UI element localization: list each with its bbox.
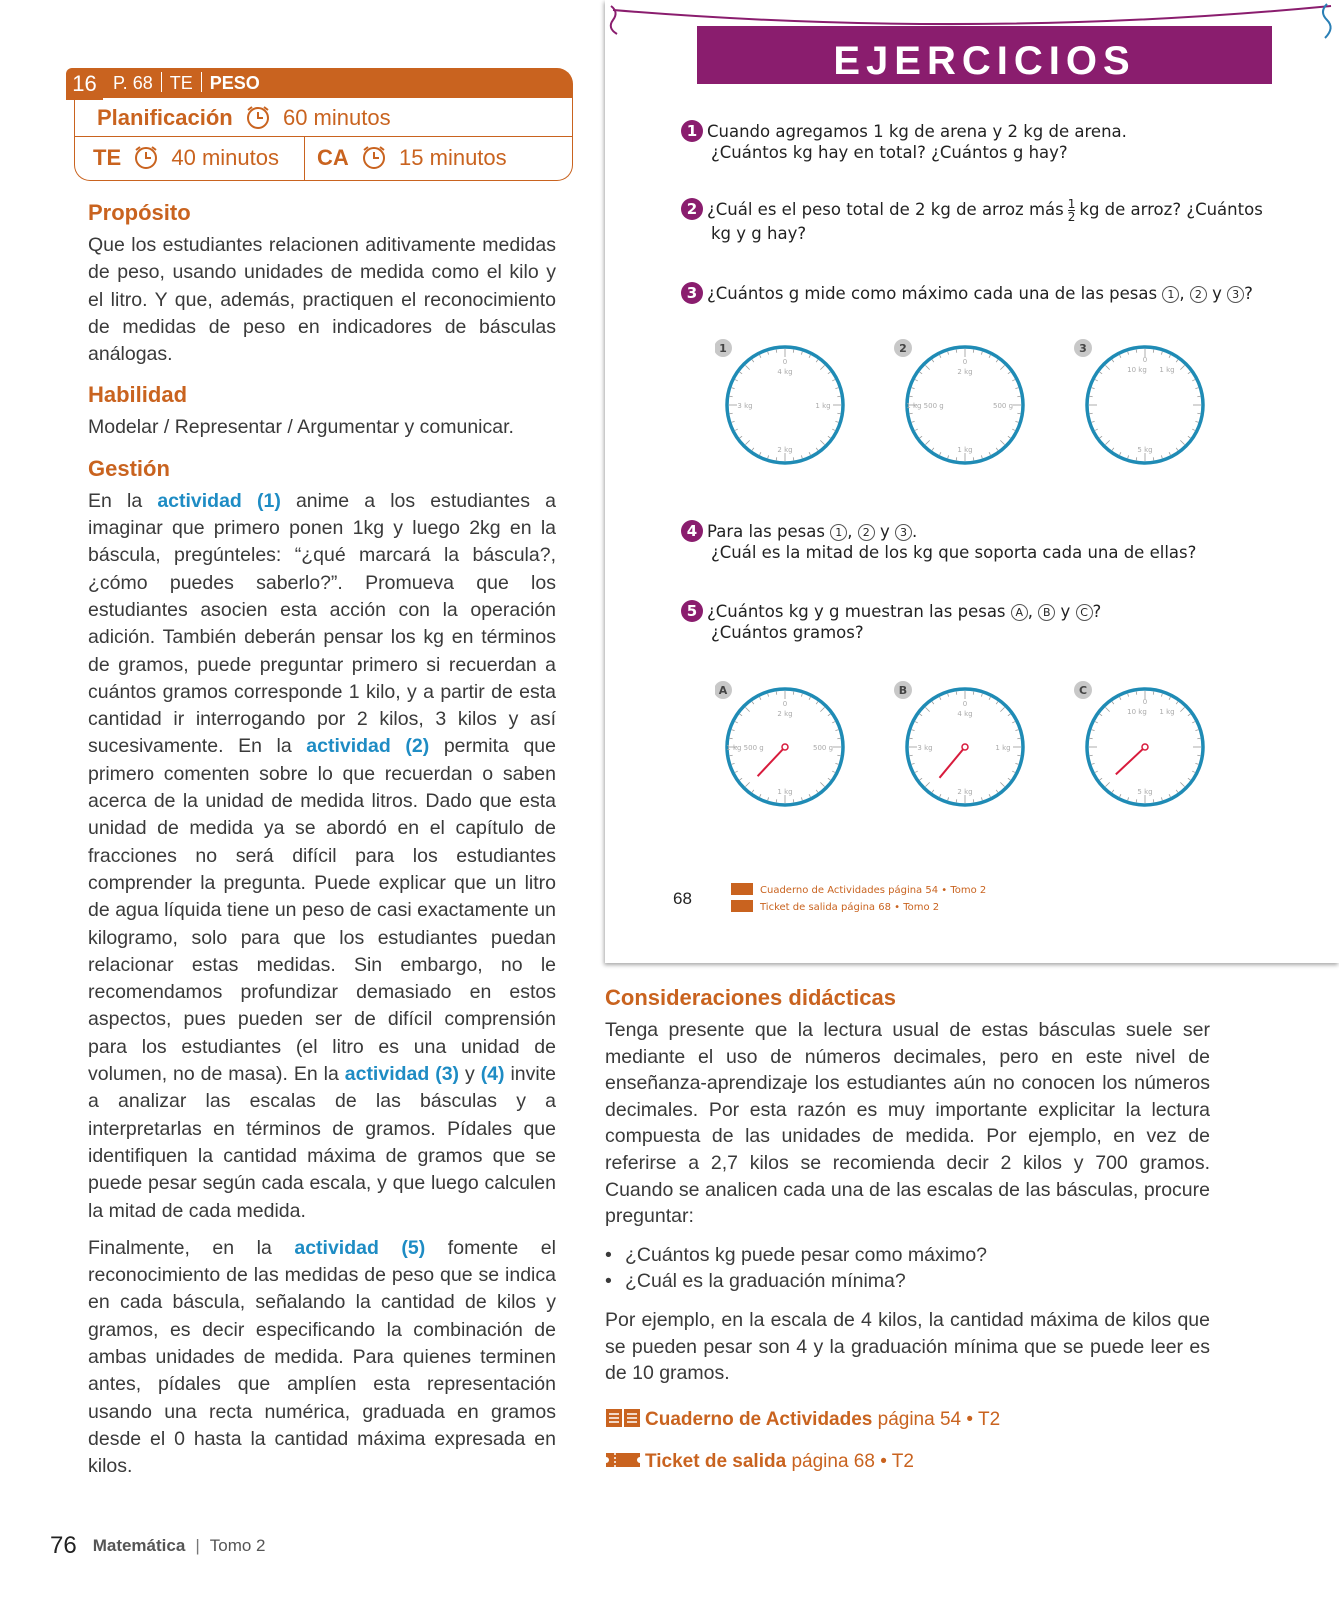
exercise-text: ¿Cuántos g mide como máximo cada una de las pesas — [707, 284, 1158, 303]
te-label: TE — [93, 145, 122, 170]
topic: PESO — [209, 73, 260, 93]
circled-1: 1 — [1162, 286, 1179, 303]
student-page-refs — [731, 882, 986, 916]
exercise-text: Para las pesas — [707, 522, 825, 541]
ref-text: Ticket de salida página 68 • Tomo 2 — [760, 902, 940, 913]
didactic-considerations — [605, 985, 1210, 1473]
dial-tick-label: 2 kg — [777, 710, 793, 718]
dial-pivot — [1142, 744, 1148, 750]
activity-link-2: actividad (2) — [306, 735, 430, 758]
lesson-number: 16 — [66, 68, 103, 100]
scale-dial — [1074, 339, 1203, 463]
scales-row-top — [715, 330, 1235, 480]
dial-tick-label: 2 kg — [957, 368, 973, 376]
exercise-number: 3 — [681, 282, 703, 304]
exercise-text: kg y g hay? — [711, 224, 807, 243]
lesson-ref-bar — [103, 68, 573, 98]
considerations-p1: Tenga presente que la lectura usual de estas básculas suele ser mediante el uso de números decimales, pero en este nivel de enseñanza-aprendizaje los estudiantes aún no conocen los números decimales. Por esta razón es muy importante explicitar la lectura compuesta de las unidades de medida. Por ejemplo, en vez de referirse a 2,7 kilos se recomienda decir 2 kilos y 700 gramos. Cuando se analicen cada una de las escalas de las básculas, procure preguntar: — [605, 1019, 1210, 1228]
activity-link-1: actividad (1) — [157, 489, 281, 512]
ref-bold: Cuaderno de Actividades — [645, 1408, 873, 1430]
te-time: 40 minutos — [171, 145, 279, 170]
circled-c: C — [1076, 604, 1093, 621]
dial-label: C — [1078, 684, 1088, 697]
exercise-1 — [681, 120, 1127, 163]
dial-tick-label: 500 g — [812, 744, 834, 752]
dial-tick-label: 4 kg — [957, 710, 973, 718]
exercise-text: kg de arroz? ¿Cuántos — [1079, 200, 1263, 219]
dial-tick-label: 1 kg — [777, 788, 793, 796]
dial-tick-label: 1 kg 500 g — [906, 402, 944, 410]
ref-cuaderno — [731, 882, 986, 899]
lesson-header — [66, 68, 573, 181]
text-run: En la — [88, 489, 158, 512]
dial-label: 1 — [719, 342, 727, 355]
ref-ticket-salida — [605, 1449, 1210, 1473]
dial-label: 3 — [1079, 342, 1087, 355]
exercise-number: 1 — [681, 120, 703, 142]
gestion-paragraph-1 — [88, 488, 556, 1225]
exercise-text: ¿Cuál es el peso total de 2 kg de arroz más — [707, 200, 1064, 219]
ref-ticket — [731, 899, 986, 916]
dial-tick-label: 0 — [1142, 356, 1148, 364]
activity-link-4: (4) — [480, 1063, 505, 1086]
ca-cell — [305, 137, 572, 180]
text-run: Finalmente, en la — [88, 1236, 295, 1259]
exercise-text: ¿Cuál es la mitad de los kg que soporta cada una de ellas? — [711, 543, 1197, 562]
dial-tick-label: 0 — [782, 700, 788, 708]
planning-row — [75, 98, 572, 137]
exercise-number: 5 — [681, 600, 703, 622]
ref-text: Cuaderno de Actividades página 54 • Tomo 2 — [760, 885, 987, 896]
bullet-item: • ¿Cuántos kg puede pesar como máximo? — [605, 1242, 1210, 1269]
dial-tick-label: 1 kg — [815, 402, 831, 410]
exercise-text: ¿Cuántos kg y g muestran las pesas — [707, 602, 1006, 621]
circled-3: 3 — [895, 524, 912, 541]
exercise-5: 5 ¿Cuántos kg y g muestran las pesas A , B y C ? ¿Cuántos gramos? — [681, 600, 1101, 643]
exercise-2 — [681, 198, 1263, 244]
proposito-heading: Propósito — [88, 200, 191, 225]
circled-2: 2 — [1190, 286, 1207, 303]
text-run: permita que primero comenten sobre lo que recuerdan o saben acerca de la unidad de medida litros. Dado que esta unidad de medida ya se abordó en el capítulo de fracciones no será difícil para los estudiantes comprender la pregunta. Puede explicar que un litro de agua líquida tiene un peso de casi exactamente un kilogramo, solo para que los estudiantes puedan relacionar estas medidas. Sin embargo, no le recomendamos profundizar demasiado en estos aspectos, pues pueden ser de difícil comprensión para los estudiantes (el litro es una unidad de volumen, no de masa). En la — [88, 735, 556, 1086]
exercise-3: 3 ¿Cuántos g mide como máximo cada una de las pesas 1 , 2 y 3 ? — [681, 282, 1253, 304]
dial-label: 2 — [899, 342, 907, 355]
considerations-p2: Por ejemplo, en la escala de 4 kilos, la cantidad máxima de kilos que se pueden pesar son 4 y la graduación mínima que se puede leer es de 10 gramos. — [605, 1308, 1210, 1385]
exercises-banner: EJERCICIOS — [697, 26, 1272, 84]
fraction — [1068, 198, 1076, 223]
dial-label: B — [898, 684, 908, 697]
exercise-text: Cuando agregamos 1 kg de arena y 2 kg de arena. — [707, 122, 1127, 141]
dial-tick-label: 0 — [962, 700, 968, 708]
scale-dial — [715, 681, 843, 805]
dial-tick-label: 10 kg — [1127, 708, 1147, 716]
exercise-4: 4 Para las pesas 1 , 2 y 3 . ¿Cuál es la mitad de los kg que soporta cada una de ellas? — [681, 520, 1196, 563]
clock-icon — [361, 144, 387, 170]
book-icon — [731, 883, 753, 895]
dial-tick-label: 0 — [782, 358, 788, 366]
dial-tick-label: 2 kg — [957, 788, 973, 796]
teacher-notes — [88, 200, 556, 1480]
dial-tick-label: 1 kg — [995, 744, 1011, 752]
conj: y — [879, 522, 890, 541]
circled-a: A — [1011, 604, 1028, 621]
text-run: fomente el reconocimiento de las medidas de peso que se indica en cada báscula, señalando la cantidad de kilos y gramos, es decir especificando la combinación de ambas unidades de medida. Para quienes terminen antes, pídales que amplíen esta representación usando una recta numérica, graduada en gramos desde el 0 hasta la cantidad máxima expresada en kilos. — [88, 1236, 556, 1478]
dial-tick-label: 3 kg — [737, 402, 753, 410]
dial-tick-label: 10 kg — [1127, 366, 1147, 374]
proposito-text: Que los estudiantes relacionen aditivamente medidas de peso, usando unidades de medida como el kilo y el litro. Y que, además, practiquen el reconocimiento de medidas de peso en indicadores de básculas análogas. — [88, 234, 556, 366]
text-run: invite a analizar las escalas de las básculas y a interpretarlas en términos de gramos. Pídales que identifiquen la cantidad máxima de gramos que se puede pesar según cada escala, y que luego calculen la mitad de cada medida. — [88, 1063, 556, 1222]
page-footer — [50, 1532, 265, 1560]
dial-pivot — [962, 744, 968, 750]
student-page-image — [605, 0, 1339, 963]
circled-3: 3 — [1227, 286, 1244, 303]
habilidad-heading: Habilidad — [88, 382, 188, 408]
te-tag: TE — [169, 73, 193, 93]
page-number: 76 — [50, 1532, 77, 1559]
dial-label: A — [718, 684, 728, 697]
dial-tick-label: 4 kg — [777, 368, 793, 376]
exercise-text: ¿Cuántos gramos? — [711, 623, 864, 642]
timing-box — [74, 98, 573, 181]
planning-label: Planificación — [97, 105, 233, 130]
numerator: 1 — [1067, 197, 1076, 211]
ca-label: CA — [317, 145, 349, 170]
circled-b: B — [1038, 604, 1055, 621]
dial-tick-label: 1 kg — [957, 446, 973, 454]
clock-icon — [245, 104, 271, 130]
considerations-heading: Consideraciones didácticas — [605, 985, 896, 1010]
ref-cuaderno-actividades — [605, 1407, 1210, 1431]
dial-tick-label: 5 kg — [1137, 446, 1153, 454]
gestion-paragraph-2 — [88, 1235, 556, 1481]
te-cell — [75, 137, 305, 180]
bullet-item: • ¿Cuál es la graduación mínima? — [605, 1268, 1210, 1295]
dial-tick-label: 1 kg 500 g — [726, 744, 764, 752]
habilidad-text: Modelar / Representar / Argumentar y comunicar. — [88, 416, 514, 439]
clock-icon — [133, 144, 159, 170]
dial-tick-label: 3 kg — [917, 744, 933, 752]
dial-tick-label: 5 kg — [1137, 788, 1153, 796]
ref-rest: página 68 • T2 — [786, 1450, 914, 1472]
ref-rest: página 54 • T2 — [872, 1408, 1001, 1430]
te-ca-row — [75, 137, 572, 180]
scale-dial — [715, 339, 843, 463]
text-run: anime a los estudiantes a imaginar que primero ponen 1kg y luego 2kg en la báscula, pregúnteles: “¿qué marcará la báscula?, ¿cómo puedes saberlo?”. Promueva que los estudiantes asocien esta acción con la operación adición. También deberán pensar los kg en términos de gramos, puede preguntar primero si recuerdan a cuántos gramos corresponde 1 kilo, y a partir de esta cantidad ir interrogando por 2 kilos, 3 kilos y así sucesivamente. En la — [88, 489, 556, 758]
activity-link-3: actividad (3) — [344, 1063, 460, 1086]
conj: y — [1212, 284, 1222, 303]
exercise-text: ¿Cuántos kg hay en total? ¿Cuántos g hay? — [711, 143, 1068, 162]
ticket-icon — [731, 900, 753, 912]
dial-tick-label: 2 kg — [777, 446, 793, 454]
activity-link-5: actividad (5) — [294, 1236, 426, 1259]
denominator: 2 — [1067, 210, 1076, 224]
circled-2: 2 — [858, 524, 875, 541]
exercise-number: 4 — [681, 520, 703, 542]
dial-tick-label: 0 — [962, 358, 968, 366]
gestion-heading: Gestión — [88, 455, 170, 481]
ref-bold: Ticket de salida — [645, 1450, 787, 1472]
dial-pivot — [782, 744, 788, 750]
scale-dial — [894, 339, 1023, 463]
scales-row-bottom — [715, 672, 1235, 822]
page-ref: P. 68 — [113, 73, 153, 93]
scale-dial — [1074, 681, 1203, 805]
dial-tick-label: 0 — [1142, 698, 1148, 706]
dial-tick-label: 500 g — [992, 402, 1014, 410]
dial-tick-label: 1 kg — [1159, 708, 1175, 716]
dial-tick-label: 1 kg — [1159, 366, 1175, 374]
ticket-icon — [605, 1449, 641, 1471]
text-run: y — [459, 1063, 481, 1086]
scale-dial — [894, 681, 1023, 805]
planning-time: 60 minutos — [282, 105, 391, 130]
tomo: Tomo 2 — [209, 1536, 266, 1555]
ca-time: 15 minutos — [399, 145, 507, 170]
book-icon — [605, 1407, 641, 1429]
conj: y — [1060, 602, 1071, 621]
subject: Matemática — [92, 1536, 186, 1555]
circled-1: 1 — [830, 524, 847, 541]
separator: | — [195, 1536, 200, 1555]
student-page-number: 68 — [673, 889, 692, 908]
exercise-number: 2 — [681, 198, 703, 220]
